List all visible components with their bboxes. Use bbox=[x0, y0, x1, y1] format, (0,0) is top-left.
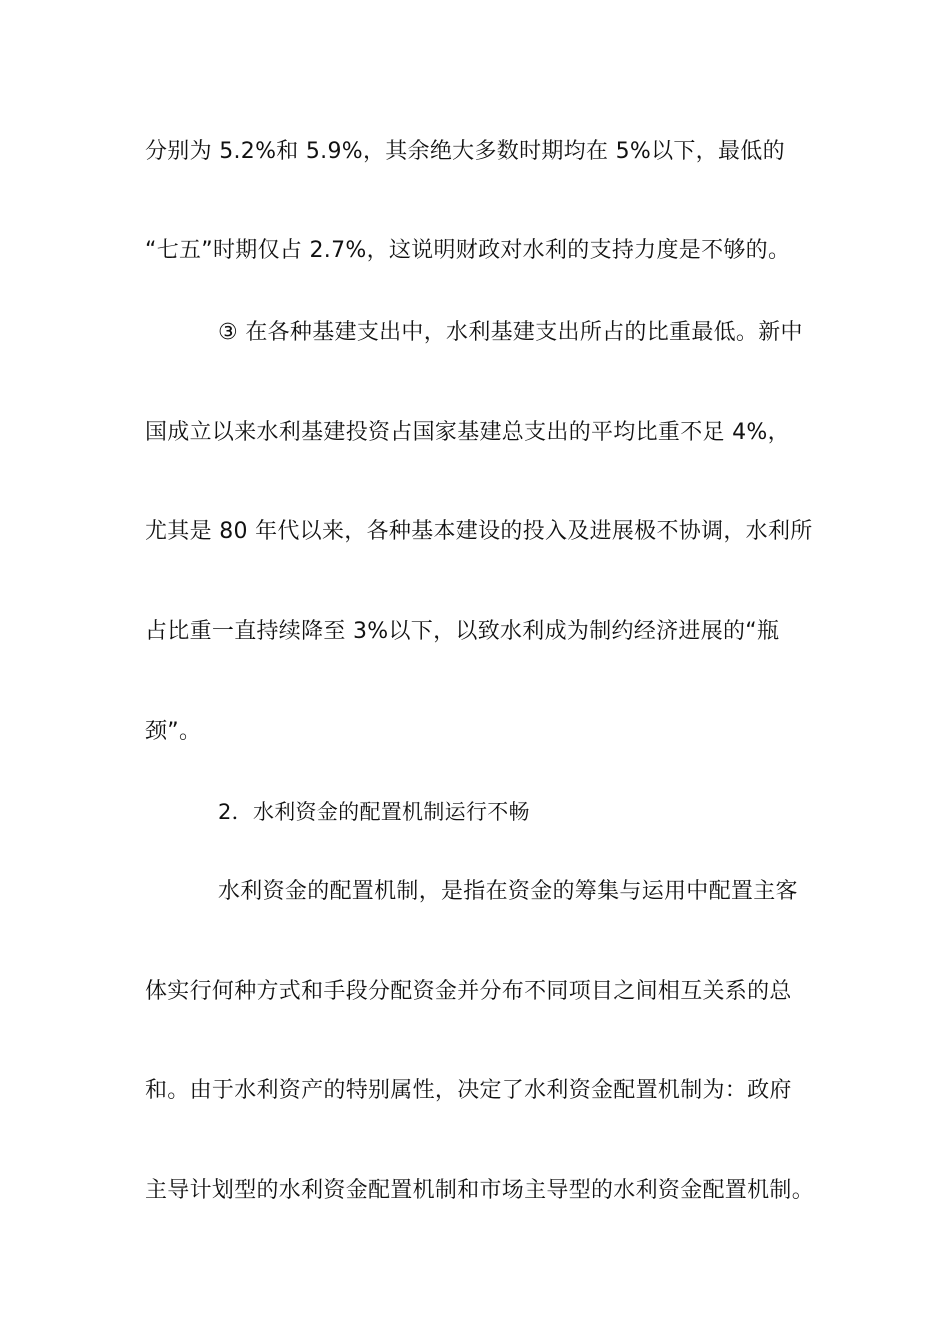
text-line-10: 和。由于水利资产的特别属性，决定了水利资金配置机制为：政府 bbox=[145, 1078, 792, 1103]
text-line-2: “七五”时期仅占 2.7%，这说明财政对水利的支持力度是不够的。 bbox=[145, 238, 791, 263]
text-line-9: 体实行何种方式和手段分配资金并分布不同项目之间相互关系的总 bbox=[145, 979, 792, 1004]
text-line-7: 颈”。 bbox=[145, 719, 202, 744]
section-heading: 2．水利资金的配置机制运行不畅 bbox=[218, 800, 530, 824]
text-line-5: 尤其是 80 年代以来，各种基本建设的投入及进展极不协调，水利所 bbox=[145, 519, 813, 544]
text-line-11: 主导计划型的水利资金配置机制和市场主导型的水利资金配置机制。 bbox=[145, 1178, 815, 1203]
text-line-3: ③ 在各种基建支出中，水利基建支出所占的比重最低。新中 bbox=[218, 320, 803, 345]
text-line-6: 占比重一直持续降至 3%以下，以致水利成为制约经济进展的“瓶 bbox=[145, 619, 780, 644]
text-line-1: 分别为 5.2%和 5.9%，其余绝大多数时期均在 5%以下，最低的 bbox=[145, 139, 785, 164]
text-line-4: 国成立以来水利基建投资占国家基建总支出的平均比重不足 4%， bbox=[145, 420, 790, 445]
text-line-8: 水利资金的配置机制，是指在资金的筹集与运用中配置主客 bbox=[218, 879, 798, 904]
